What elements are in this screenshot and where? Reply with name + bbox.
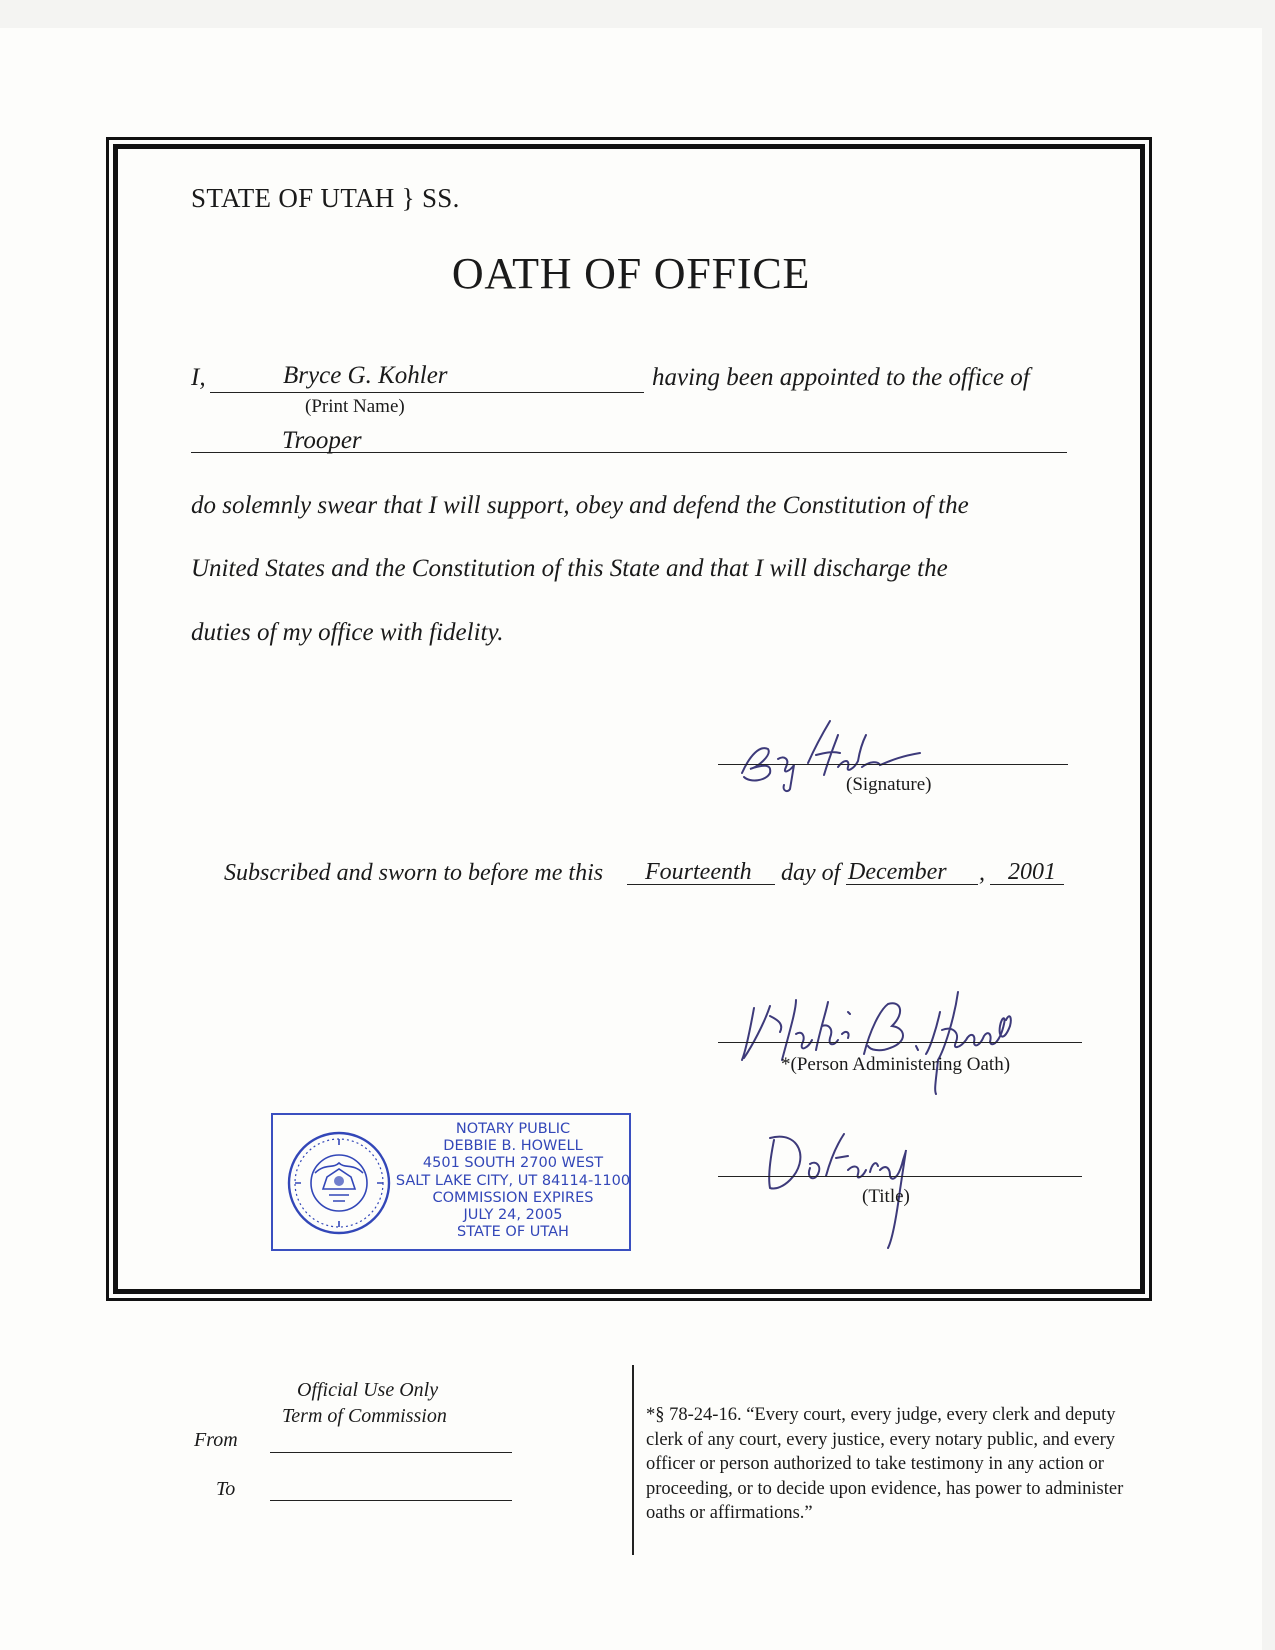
sworn-day: Fourteenth bbox=[645, 859, 752, 885]
oath-line: duties of my office with fidelity. bbox=[191, 619, 504, 646]
administrator-caption: *(Person Administering Oath) bbox=[781, 1054, 1011, 1075]
day-of-label: day of bbox=[781, 860, 841, 886]
from-label: From bbox=[194, 1429, 238, 1451]
signature-rule bbox=[718, 764, 1068, 765]
stamp-line: SALT LAKE CITY, UT 84114-1100 bbox=[395, 1172, 631, 1189]
signature-caption: (Signature) bbox=[846, 774, 932, 795]
stamp-line: STATE OF UTAH bbox=[457, 1224, 569, 1241]
administrator-signature bbox=[730, 990, 1030, 1100]
sworn-prefix: Subscribed and sworn to before me this bbox=[224, 860, 604, 886]
from-rule bbox=[270, 1452, 512, 1453]
name-rule bbox=[210, 392, 644, 393]
document-title: OATH OF OFFICE bbox=[451, 249, 811, 298]
office-title: Trooper bbox=[282, 427, 362, 454]
oath-line: United States and the Constitution of this State and that I will discharge the bbox=[191, 555, 948, 582]
stamp-line: JULY 24, 2005 bbox=[463, 1207, 563, 1224]
stamp-line: 4501 SOUTH 2700 WEST bbox=[422, 1155, 604, 1172]
appointment-phrase: having been appointed to the office of bbox=[652, 364, 1030, 391]
print-name-caption: (Print Name) bbox=[305, 396, 405, 417]
to-label: To bbox=[216, 1478, 236, 1500]
to-rule bbox=[270, 1500, 512, 1501]
statute-note: *§ 78-24-16. “Every court, every judge, every clerk and deputy clerk of any court, every justice, every notary public, and every officer or person authorized to take testimony in any action or proceeding, or to decide upon evidence, has power to administer oaths or affirmations.” bbox=[646, 1405, 1124, 1523]
term-of-commission-label: Term of Commission bbox=[282, 1405, 447, 1427]
notary-stamp bbox=[271, 1113, 631, 1251]
stamp-line: DEBBIE B. HOWELL bbox=[443, 1138, 583, 1155]
oath-line: do solemnly swear that I will support, obey and defend the Constitution of the bbox=[191, 492, 969, 519]
sworn-year: 2001 bbox=[1008, 859, 1056, 885]
stamp-line: COMMISSION EXPIRES bbox=[432, 1189, 594, 1206]
stamp-line: NOTARY PUBLIC bbox=[455, 1121, 571, 1137]
date-comma: , bbox=[979, 860, 985, 886]
sworn-month: December bbox=[848, 859, 947, 885]
title-caption: (Title) bbox=[862, 1186, 910, 1207]
title-rule bbox=[718, 1176, 1082, 1177]
state-heading: STATE OF UTAH } SS. bbox=[191, 183, 460, 213]
appointee-name: Bryce G. Kohler bbox=[283, 362, 448, 389]
state-seal-icon bbox=[285, 1129, 393, 1237]
footer-divider bbox=[632, 1365, 634, 1555]
pronoun-prefix: I, bbox=[191, 364, 206, 391]
administrator-rule bbox=[718, 1042, 1082, 1043]
official-use-label: Official Use Only bbox=[297, 1379, 439, 1401]
